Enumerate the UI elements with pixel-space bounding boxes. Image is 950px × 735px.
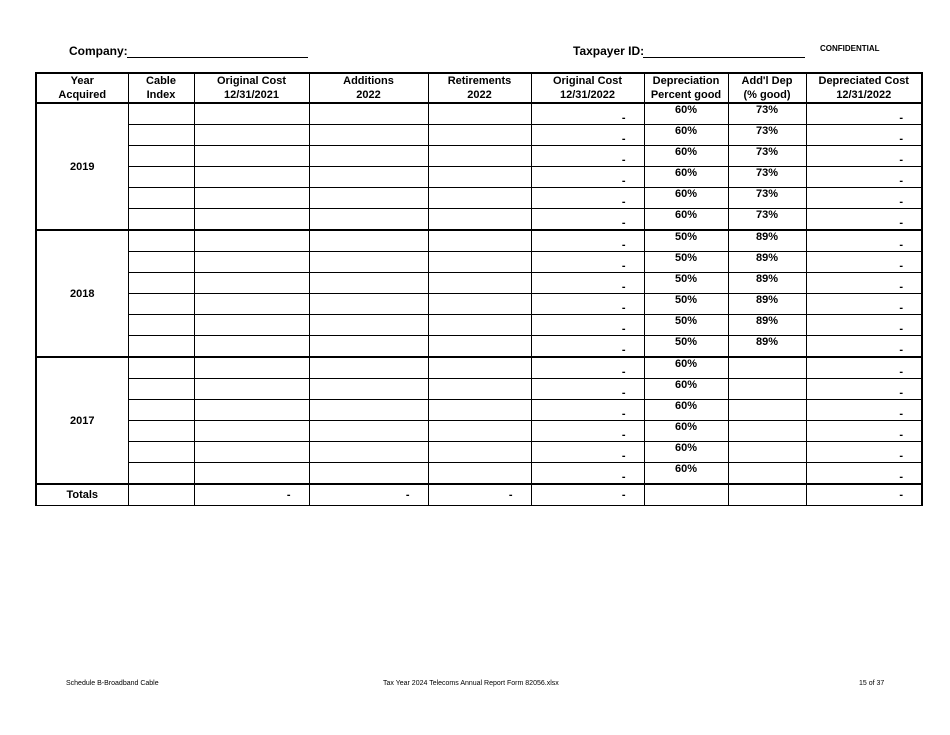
addl-dep-cell [728, 379, 806, 400]
depreciated-cost-cell: - [806, 252, 922, 273]
column-header-line: Additions [343, 75, 394, 87]
orig-cost-2022-cell: - [531, 273, 644, 294]
table-row [36, 400, 922, 421]
cable-index-cell[interactable] [128, 294, 194, 315]
orig-cost-2021-cell[interactable] [194, 442, 309, 463]
table-row [36, 273, 922, 294]
table-row [36, 442, 922, 463]
orig-cost-2021-cell[interactable] [194, 209, 309, 231]
depreciation-percent-cell: 60% [644, 188, 728, 209]
table-row [36, 167, 922, 188]
column-header [428, 73, 531, 103]
column-header-line: (% good) [743, 89, 791, 101]
retirements-cell[interactable] [428, 103, 531, 125]
footer-file-name: Tax Year 2024 Telecoms Annual Report Form 82056.xlsx [383, 680, 559, 687]
totals-orig-cost-2022: - [531, 484, 644, 506]
year-acquired-cell: 2019 [36, 103, 128, 230]
orig-cost-2022-cell: - [531, 400, 644, 421]
retirements-cell[interactable] [428, 463, 531, 485]
addl-dep-cell [728, 357, 806, 379]
table-row [36, 146, 922, 167]
totals-depreciated-cost: - [806, 484, 922, 506]
depreciated-cost-cell: - [806, 273, 922, 294]
orig-cost-2021-cell[interactable] [194, 336, 309, 358]
depreciation-percent-cell: 50% [644, 336, 728, 358]
cable-index-cell[interactable] [128, 167, 194, 188]
additions-cell[interactable] [309, 273, 428, 294]
totals-orig-cost-2021: - [194, 484, 309, 506]
depreciated-cost-cell: - [806, 294, 922, 315]
orig-cost-2021-cell[interactable] [194, 252, 309, 273]
depreciation-percent-cell: 60% [644, 421, 728, 442]
depreciated-cost-cell: - [806, 230, 922, 252]
orig-cost-2022-cell: - [531, 167, 644, 188]
depreciation-percent-cell: 60% [644, 379, 728, 400]
retirements-cell[interactable] [428, 188, 531, 209]
depreciation-percent-cell: 50% [644, 230, 728, 252]
retirements-cell[interactable] [428, 442, 531, 463]
cable-index-cell[interactable] [128, 230, 194, 252]
table-row [36, 125, 922, 146]
orig-cost-2021-cell[interactable] [194, 379, 309, 400]
footer-sheet-name: Schedule B-Broadband Cable [66, 680, 159, 687]
taxpayer-id-label: Taxpayer ID: [573, 44, 645, 58]
depreciation-percent-cell: 50% [644, 252, 728, 273]
retirements-cell[interactable] [428, 400, 531, 421]
table-row [36, 336, 922, 358]
retirements-cell[interactable] [428, 209, 531, 231]
column-header-line: Original Cost [552, 75, 623, 87]
orig-cost-2021-cell[interactable] [194, 421, 309, 442]
table-row [36, 294, 922, 315]
additions-cell[interactable] [309, 379, 428, 400]
orig-cost-2022-cell: - [531, 125, 644, 146]
depreciated-cost-cell: - [806, 357, 922, 379]
totals-retirements: - [428, 484, 531, 506]
totals-cable-index [128, 484, 194, 506]
depreciated-cost-cell: - [806, 336, 922, 358]
depreciation-percent-cell: 60% [644, 167, 728, 188]
table-row [36, 379, 922, 400]
additions-cell[interactable] [309, 463, 428, 485]
depreciation-percent-cell: 60% [644, 146, 728, 167]
depreciated-cost-cell: - [806, 442, 922, 463]
column-header-line: Year [70, 75, 94, 87]
depreciation-percent-cell: 60% [644, 357, 728, 379]
depreciation-percent-cell: 50% [644, 294, 728, 315]
cable-index-cell[interactable] [128, 442, 194, 463]
addl-dep-cell [728, 463, 806, 485]
column-header-line: 12/31/2021 [223, 89, 280, 101]
depreciated-cost-cell: - [806, 421, 922, 442]
orig-cost-2022-cell: - [531, 442, 644, 463]
totals-addl-dep [728, 484, 806, 506]
additions-cell[interactable] [309, 294, 428, 315]
orig-cost-2021-cell[interactable] [194, 273, 309, 294]
confidential-label: CONFIDENTIAL [820, 44, 880, 53]
cable-index-cell[interactable] [128, 146, 194, 167]
column-header-line: Percent good [650, 89, 722, 101]
year-acquired-cell: 2017 [36, 357, 128, 484]
column-header-line: 2022 [467, 89, 492, 101]
cable-index-cell[interactable] [128, 357, 194, 379]
retirements-cell[interactable] [428, 230, 531, 252]
orig-cost-2021-cell[interactable] [194, 400, 309, 421]
retirements-cell[interactable] [428, 315, 531, 336]
table-row [36, 230, 922, 252]
table-row [36, 421, 922, 442]
column-header-line: Original Cost [216, 75, 287, 87]
retirements-cell[interactable] [428, 273, 531, 294]
table-row [36, 209, 922, 231]
additions-cell[interactable] [309, 230, 428, 252]
additions-cell[interactable] [309, 188, 428, 209]
retirements-cell[interactable] [428, 294, 531, 315]
cable-index-cell[interactable] [128, 315, 194, 336]
company-label: Company: [69, 44, 128, 58]
taxpayer-id-field[interactable] [643, 57, 805, 58]
orig-cost-2022-cell: - [531, 336, 644, 358]
company-field[interactable] [127, 57, 308, 58]
retirements-cell[interactable] [428, 421, 531, 442]
retirements-cell[interactable] [428, 357, 531, 379]
depreciated-cost-cell: - [806, 400, 922, 421]
additions-cell[interactable] [309, 252, 428, 273]
orig-cost-2021-cell[interactable] [194, 125, 309, 146]
additions-cell[interactable] [309, 167, 428, 188]
addl-dep-cell: 89% [728, 273, 806, 294]
orig-cost-2021-cell[interactable] [194, 315, 309, 336]
additions-cell[interactable] [309, 209, 428, 231]
addl-dep-cell: 73% [728, 146, 806, 167]
depreciation-percent-cell: 50% [644, 273, 728, 294]
addl-dep-cell: 89% [728, 294, 806, 315]
column-header-line: 12/31/2022 [836, 89, 892, 101]
depreciated-cost-cell: - [806, 463, 922, 485]
addl-dep-cell: 89% [728, 315, 806, 336]
additions-cell[interactable] [309, 357, 428, 379]
column-header [728, 73, 806, 103]
table-row [36, 103, 922, 125]
column-header-line: Add'l Dep [741, 75, 793, 87]
column-header-line: Index [146, 89, 176, 101]
orig-cost-2021-cell[interactable] [194, 230, 309, 252]
addl-dep-cell: 73% [728, 125, 806, 146]
additions-cell[interactable] [309, 146, 428, 167]
depreciation-percent-cell: 50% [644, 315, 728, 336]
orig-cost-2022-cell: - [531, 294, 644, 315]
column-header [128, 73, 194, 103]
retirements-cell[interactable] [428, 379, 531, 400]
cable-index-cell[interactable] [128, 188, 194, 209]
totals-row [36, 484, 922, 506]
table-row [36, 252, 922, 273]
addl-dep-cell: 73% [728, 209, 806, 231]
cable-index-cell[interactable] [128, 463, 194, 485]
addl-dep-cell [728, 442, 806, 463]
addl-dep-cell [728, 400, 806, 421]
depreciated-cost-cell: - [806, 146, 922, 167]
retirements-cell[interactable] [428, 336, 531, 358]
additions-cell[interactable] [309, 336, 428, 358]
column-header [36, 73, 128, 103]
additions-cell[interactable] [309, 315, 428, 336]
depreciation-percent-cell: 60% [644, 209, 728, 231]
depreciation-percent-cell: 60% [644, 463, 728, 485]
column-header [644, 73, 728, 103]
column-header-line: Retirements [447, 75, 512, 87]
orig-cost-2021-cell[interactable] [194, 463, 309, 485]
totals-additions: - [309, 484, 428, 506]
column-header [806, 73, 922, 103]
orig-cost-2021-cell[interactable] [194, 294, 309, 315]
retirements-cell[interactable] [428, 125, 531, 146]
additions-cell[interactable] [309, 421, 428, 442]
depreciated-cost-cell: - [806, 379, 922, 400]
depreciation-percent-cell: 60% [644, 103, 728, 125]
footer-page-number: 15 of 37 [859, 680, 885, 687]
table-row [36, 463, 922, 485]
cable-index-cell[interactable] [128, 103, 194, 125]
retirements-cell[interactable] [428, 167, 531, 188]
addl-dep-cell: 73% [728, 167, 806, 188]
orig-cost-2021-cell[interactable] [194, 357, 309, 379]
table-row [36, 315, 922, 336]
cable-index-cell[interactable] [128, 421, 194, 442]
addl-dep-cell: 89% [728, 336, 806, 358]
addl-dep-cell: 89% [728, 230, 806, 252]
depreciated-cost-cell: - [806, 125, 922, 146]
depreciation-percent-cell: 60% [644, 442, 728, 463]
cable-index-cell[interactable] [128, 379, 194, 400]
orig-cost-2022-cell: - [531, 357, 644, 379]
totals-depreciation [644, 484, 728, 506]
column-header [531, 73, 644, 103]
orig-cost-2022-cell: - [531, 315, 644, 336]
additions-cell[interactable] [309, 103, 428, 125]
orig-cost-2021-cell[interactable] [194, 103, 309, 125]
retirements-cell[interactable] [428, 252, 531, 273]
header-row [36, 73, 922, 103]
cable-index-cell[interactable] [128, 252, 194, 273]
orig-cost-2021-cell[interactable] [194, 188, 309, 209]
table-row [36, 357, 922, 379]
retirements-cell[interactable] [428, 146, 531, 167]
cable-index-cell[interactable] [128, 125, 194, 146]
table-row [36, 188, 922, 209]
totals-label: Totals [36, 484, 128, 506]
depreciation-percent-cell: 60% [644, 125, 728, 146]
column-header-line: 12/31/2022 [559, 89, 616, 101]
depreciated-cost-cell: - [806, 209, 922, 231]
depreciated-cost-cell: - [806, 188, 922, 209]
cable-index-cell[interactable] [128, 400, 194, 421]
orig-cost-2022-cell: - [531, 379, 644, 400]
addl-dep-cell [728, 421, 806, 442]
orig-cost-2022-cell: - [531, 421, 644, 442]
cable-index-cell[interactable] [128, 273, 194, 294]
column-header-line: Depreciated Cost [818, 75, 909, 87]
addl-dep-cell: 73% [728, 188, 806, 209]
year-acquired-cell: 2018 [36, 230, 128, 357]
additions-cell[interactable] [309, 442, 428, 463]
column-header-line: Depreciation [652, 75, 720, 87]
column-header-line: Cable [146, 75, 176, 87]
depreciated-cost-cell: - [806, 315, 922, 336]
orig-cost-2022-cell: - [531, 209, 644, 231]
cable-index-cell[interactable] [128, 209, 194, 231]
depreciation-percent-cell: 60% [644, 400, 728, 421]
column-header [194, 73, 309, 103]
schedule-table [35, 72, 923, 506]
orig-cost-2022-cell: - [531, 230, 644, 252]
orig-cost-2022-cell: - [531, 103, 644, 125]
orig-cost-2022-cell: - [531, 188, 644, 209]
orig-cost-2021-cell[interactable] [194, 146, 309, 167]
additions-cell[interactable] [309, 125, 428, 146]
orig-cost-2022-cell: - [531, 146, 644, 167]
depreciated-cost-cell: - [806, 103, 922, 125]
orig-cost-2021-cell[interactable] [194, 167, 309, 188]
addl-dep-cell: 89% [728, 252, 806, 273]
cable-index-cell[interactable] [128, 336, 194, 358]
additions-cell[interactable] [309, 400, 428, 421]
orig-cost-2022-cell: - [531, 463, 644, 485]
column-header-line: Acquired [58, 89, 107, 101]
column-header-line: 2022 [356, 89, 381, 101]
column-header [309, 73, 428, 103]
depreciated-cost-cell: - [806, 167, 922, 188]
addl-dep-cell: 73% [728, 103, 806, 125]
orig-cost-2022-cell: - [531, 252, 644, 273]
